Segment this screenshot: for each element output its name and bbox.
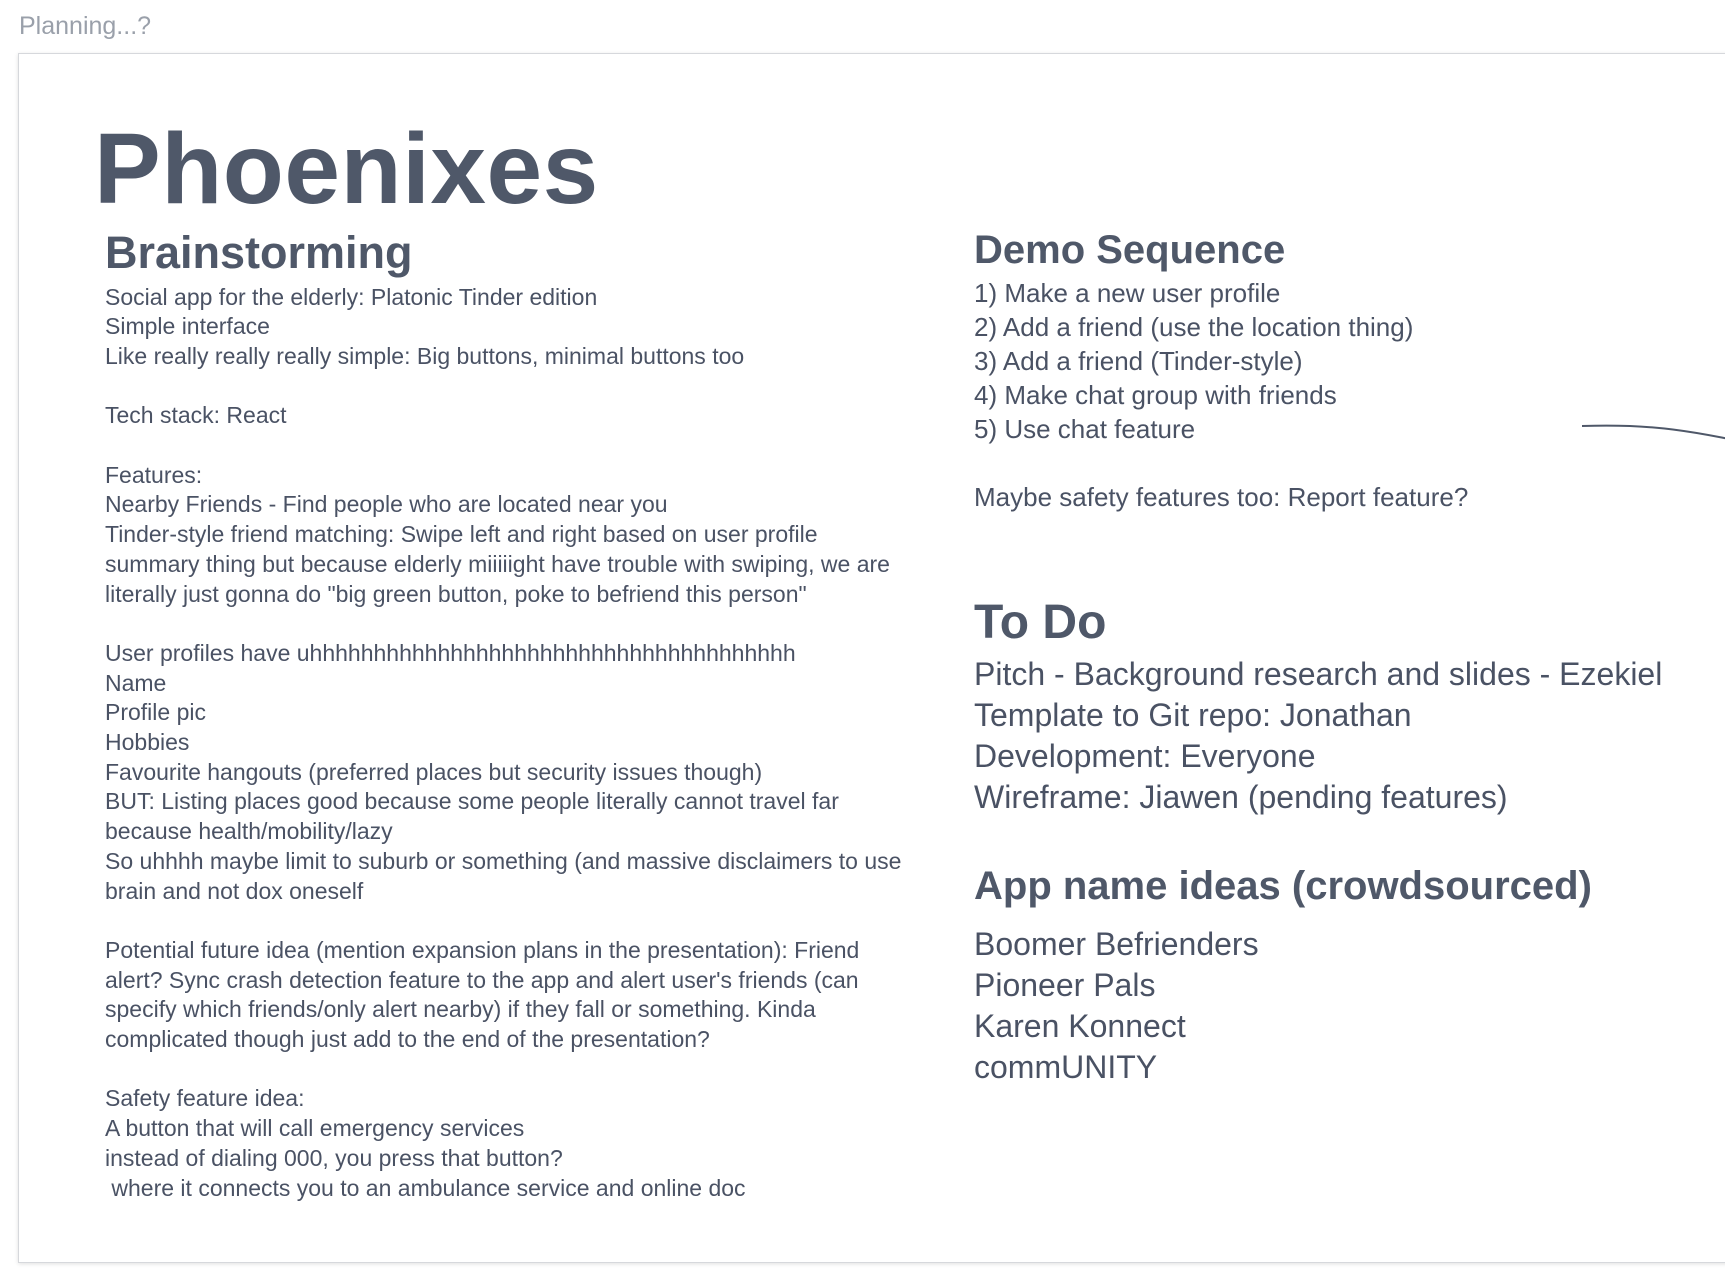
brainstorming-section: [105, 224, 945, 1203]
text-line: User profiles have uhhhhhhhhhhhhhhhhhhhhhhhhhhhhhhhhhhhhhh: [105, 639, 796, 666]
text-line: Favourite hangouts (preferred places but security issues though): [105, 758, 763, 785]
text-line: [105, 906, 945, 936]
text-line: Template to Git repo: Jonathan: [974, 697, 1412, 734]
text-line: [105, 431, 945, 461]
text-line: Simple interface: [105, 313, 270, 340]
text-line: alert? Sync crash detection feature to the app and alert user's friends (can: [105, 966, 859, 993]
text-line: literally just gonna do "big green button, poke to befriend this person": [105, 580, 807, 607]
text-line: Features:: [105, 461, 203, 488]
text-line: because health/mobility/lazy: [105, 818, 393, 845]
text-line: [105, 1055, 945, 1085]
todo-text[interactable]: [974, 654, 1725, 818]
text-line: complicated though just add to the end of the presentation?: [105, 1026, 710, 1053]
text-line: Profile pic: [105, 699, 206, 726]
text-line: commUNITY: [974, 1049, 1158, 1086]
whiteboard-frame[interactable]: [18, 53, 1725, 1263]
todo-heading[interactable]: To Do: [974, 596, 1107, 649]
text-line: instead of dialing 000, you press that button?: [105, 1144, 563, 1171]
brainstorming-text[interactable]: [105, 283, 945, 1204]
text-line: 3) Add a friend (Tinder-style): [974, 346, 1303, 376]
text-line: [105, 372, 945, 402]
demo-sequence-heading[interactable]: Demo Sequence: [974, 228, 1286, 272]
text-line: Tinder-style friend matching: Swipe left and right based on user profile: [105, 521, 818, 548]
text-line: Tech stack: React: [105, 402, 287, 429]
text-line: Maybe safety features too: Report feature?: [974, 482, 1469, 512]
text-line: 4) Make chat group with friends: [974, 380, 1337, 410]
brainstorming-heading[interactable]: Brainstorming: [105, 227, 413, 278]
text-line: So uhhhh maybe limit to suburb or something (and massive disclaimers to use: [105, 847, 902, 874]
right-column: [974, 224, 1725, 1088]
text-line: Hobbies: [105, 729, 190, 755]
text-line: [105, 609, 945, 639]
app-names-heading[interactable]: App name ideas (crowdsourced): [974, 864, 1592, 909]
text-line: BUT: Listing places good because some people literally cannot travel far: [105, 788, 839, 815]
text-line: brain and not dox oneself: [105, 877, 364, 904]
text-line: Karen Konnect: [974, 1008, 1186, 1045]
text-line: 1) Make a new user profile: [974, 278, 1281, 308]
text-line: 2) Add a friend (use the location thing): [974, 312, 1414, 342]
text-line: Like really really really simple: Big buttons, minimal buttons too: [105, 342, 745, 369]
text-line: Wireframe: Jiawen (pending features): [974, 779, 1508, 816]
text-line: Boomer Befrienders: [974, 926, 1259, 963]
app-names-text[interactable]: [974, 924, 1725, 1088]
page-title[interactable]: Phoenixes: [94, 113, 599, 225]
text-line: Development: Everyone: [974, 738, 1316, 775]
text-line: A button that will call emergency services: [105, 1115, 525, 1142]
text-line: summary thing but because elderly miiiiight have trouble with swiping, we are: [105, 550, 890, 577]
text-line: Social app for the elderly: Platonic Tinder edition: [105, 283, 598, 310]
connector-line[interactable]: [1582, 414, 1725, 454]
text-line: Pitch - Background research and slides - Ezekiel: [974, 656, 1663, 693]
demo-sequence-text[interactable]: [974, 276, 1725, 514]
frame-label[interactable]: Planning...?: [19, 12, 152, 40]
text-line: Potential future idea (mention expansion plans in the presentation): Friend: [105, 936, 860, 963]
text-line: 5) Use chat feature: [974, 414, 1196, 444]
text-line: Safety feature idea:: [105, 1085, 305, 1112]
text-line: Pioneer Pals: [974, 967, 1156, 1004]
text-line: Nearby Friends - Find people who are located near you: [105, 491, 668, 518]
text-line: specify which friends/only alert nearby) if they fall or something. Kinda: [105, 996, 816, 1023]
text-line: Name: [105, 669, 167, 696]
text-line: where it connects you to an ambulance service and online doc: [105, 1174, 746, 1201]
